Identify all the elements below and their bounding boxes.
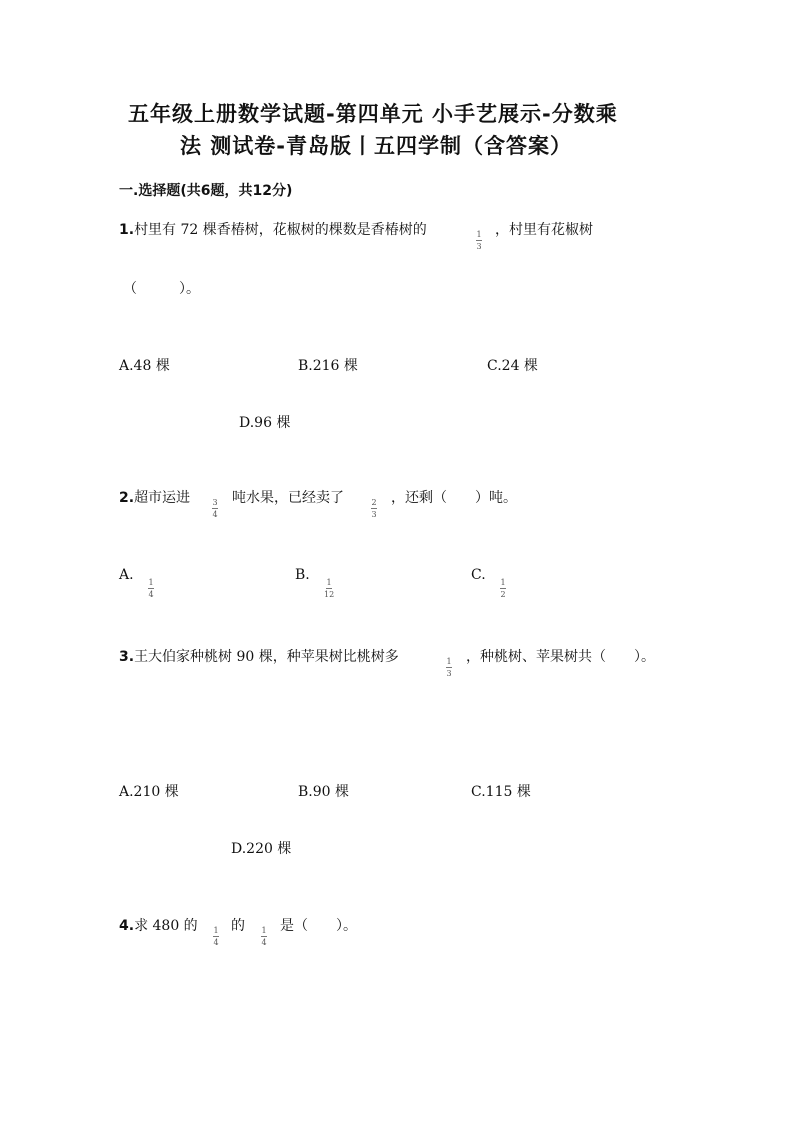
question-number: 2. [119,490,135,506]
question-text: 王大伯家种桃树 90 棵，种苹果树比桃树多 [134,649,399,665]
fraction-1-3: 1 3 [476,230,482,251]
fraction-3-4: 3 4 [212,498,218,519]
question-2 [119,487,190,507]
fraction-1-4: 1 4 [213,926,219,947]
answer-blank: （ ）。 [123,281,200,297]
question-3 [119,646,399,666]
fraction-1-4: 1 4 [261,926,267,947]
option-c[interactable]: C.115 棵 [471,784,531,800]
option-d[interactable]: D.220 棵 [231,841,292,857]
question-text-cont: ，村里有花椒树 [495,222,593,238]
fraction-2-3: 2 3 [371,498,377,519]
fraction-1-3: 1 3 [446,657,452,678]
page-title-line2: 法 测试卷-青岛版丨五四学制（含答案） [180,134,573,158]
section-heading: 一.选择题(共6题，共12分) [119,183,293,199]
question-text-cont: 的 [231,918,245,934]
question-text-cont: ，种桃树、苹果树共（ ）。 [466,649,655,665]
option-c[interactable]: C.24 棵 [487,358,538,374]
question-text-cont: 吨水果，已经卖了 [232,490,344,506]
question-text-cont: ，还剩（ ）吨。 [391,490,517,506]
question-1 [119,219,427,239]
option-a[interactable]: A.48 棵 [119,358,170,374]
question-number: 1. [119,222,135,238]
option-a[interactable]: A.210 棵 [119,784,179,800]
question-number: 3. [119,649,135,665]
option-c[interactable]: C. [471,567,486,583]
question-text: 超市运进 [134,490,191,506]
question-number: 4. [119,918,135,934]
option-b[interactable]: B. [295,567,310,583]
option-c-fraction: 1 2 [500,578,506,599]
option-d[interactable]: D.96 棵 [239,415,291,431]
question-4 [119,915,198,935]
option-b-fraction: 1 12 [324,578,335,599]
option-b[interactable]: B.90 棵 [298,784,350,800]
option-a[interactable]: A. [119,567,134,583]
question-text: 求 480 的 [134,918,198,934]
option-b[interactable]: B.216 棵 [298,358,358,374]
question-text: 村里有 72 棵香椿树，花椒树的棵数是香椿树的 [134,222,427,238]
page-title-line1: 五年级上册数学试题-第四单元 小手艺展示-分数乘 [128,102,618,126]
option-a-fraction: 1 4 [148,578,154,599]
question-text-cont: 是（ ）。 [280,918,357,934]
